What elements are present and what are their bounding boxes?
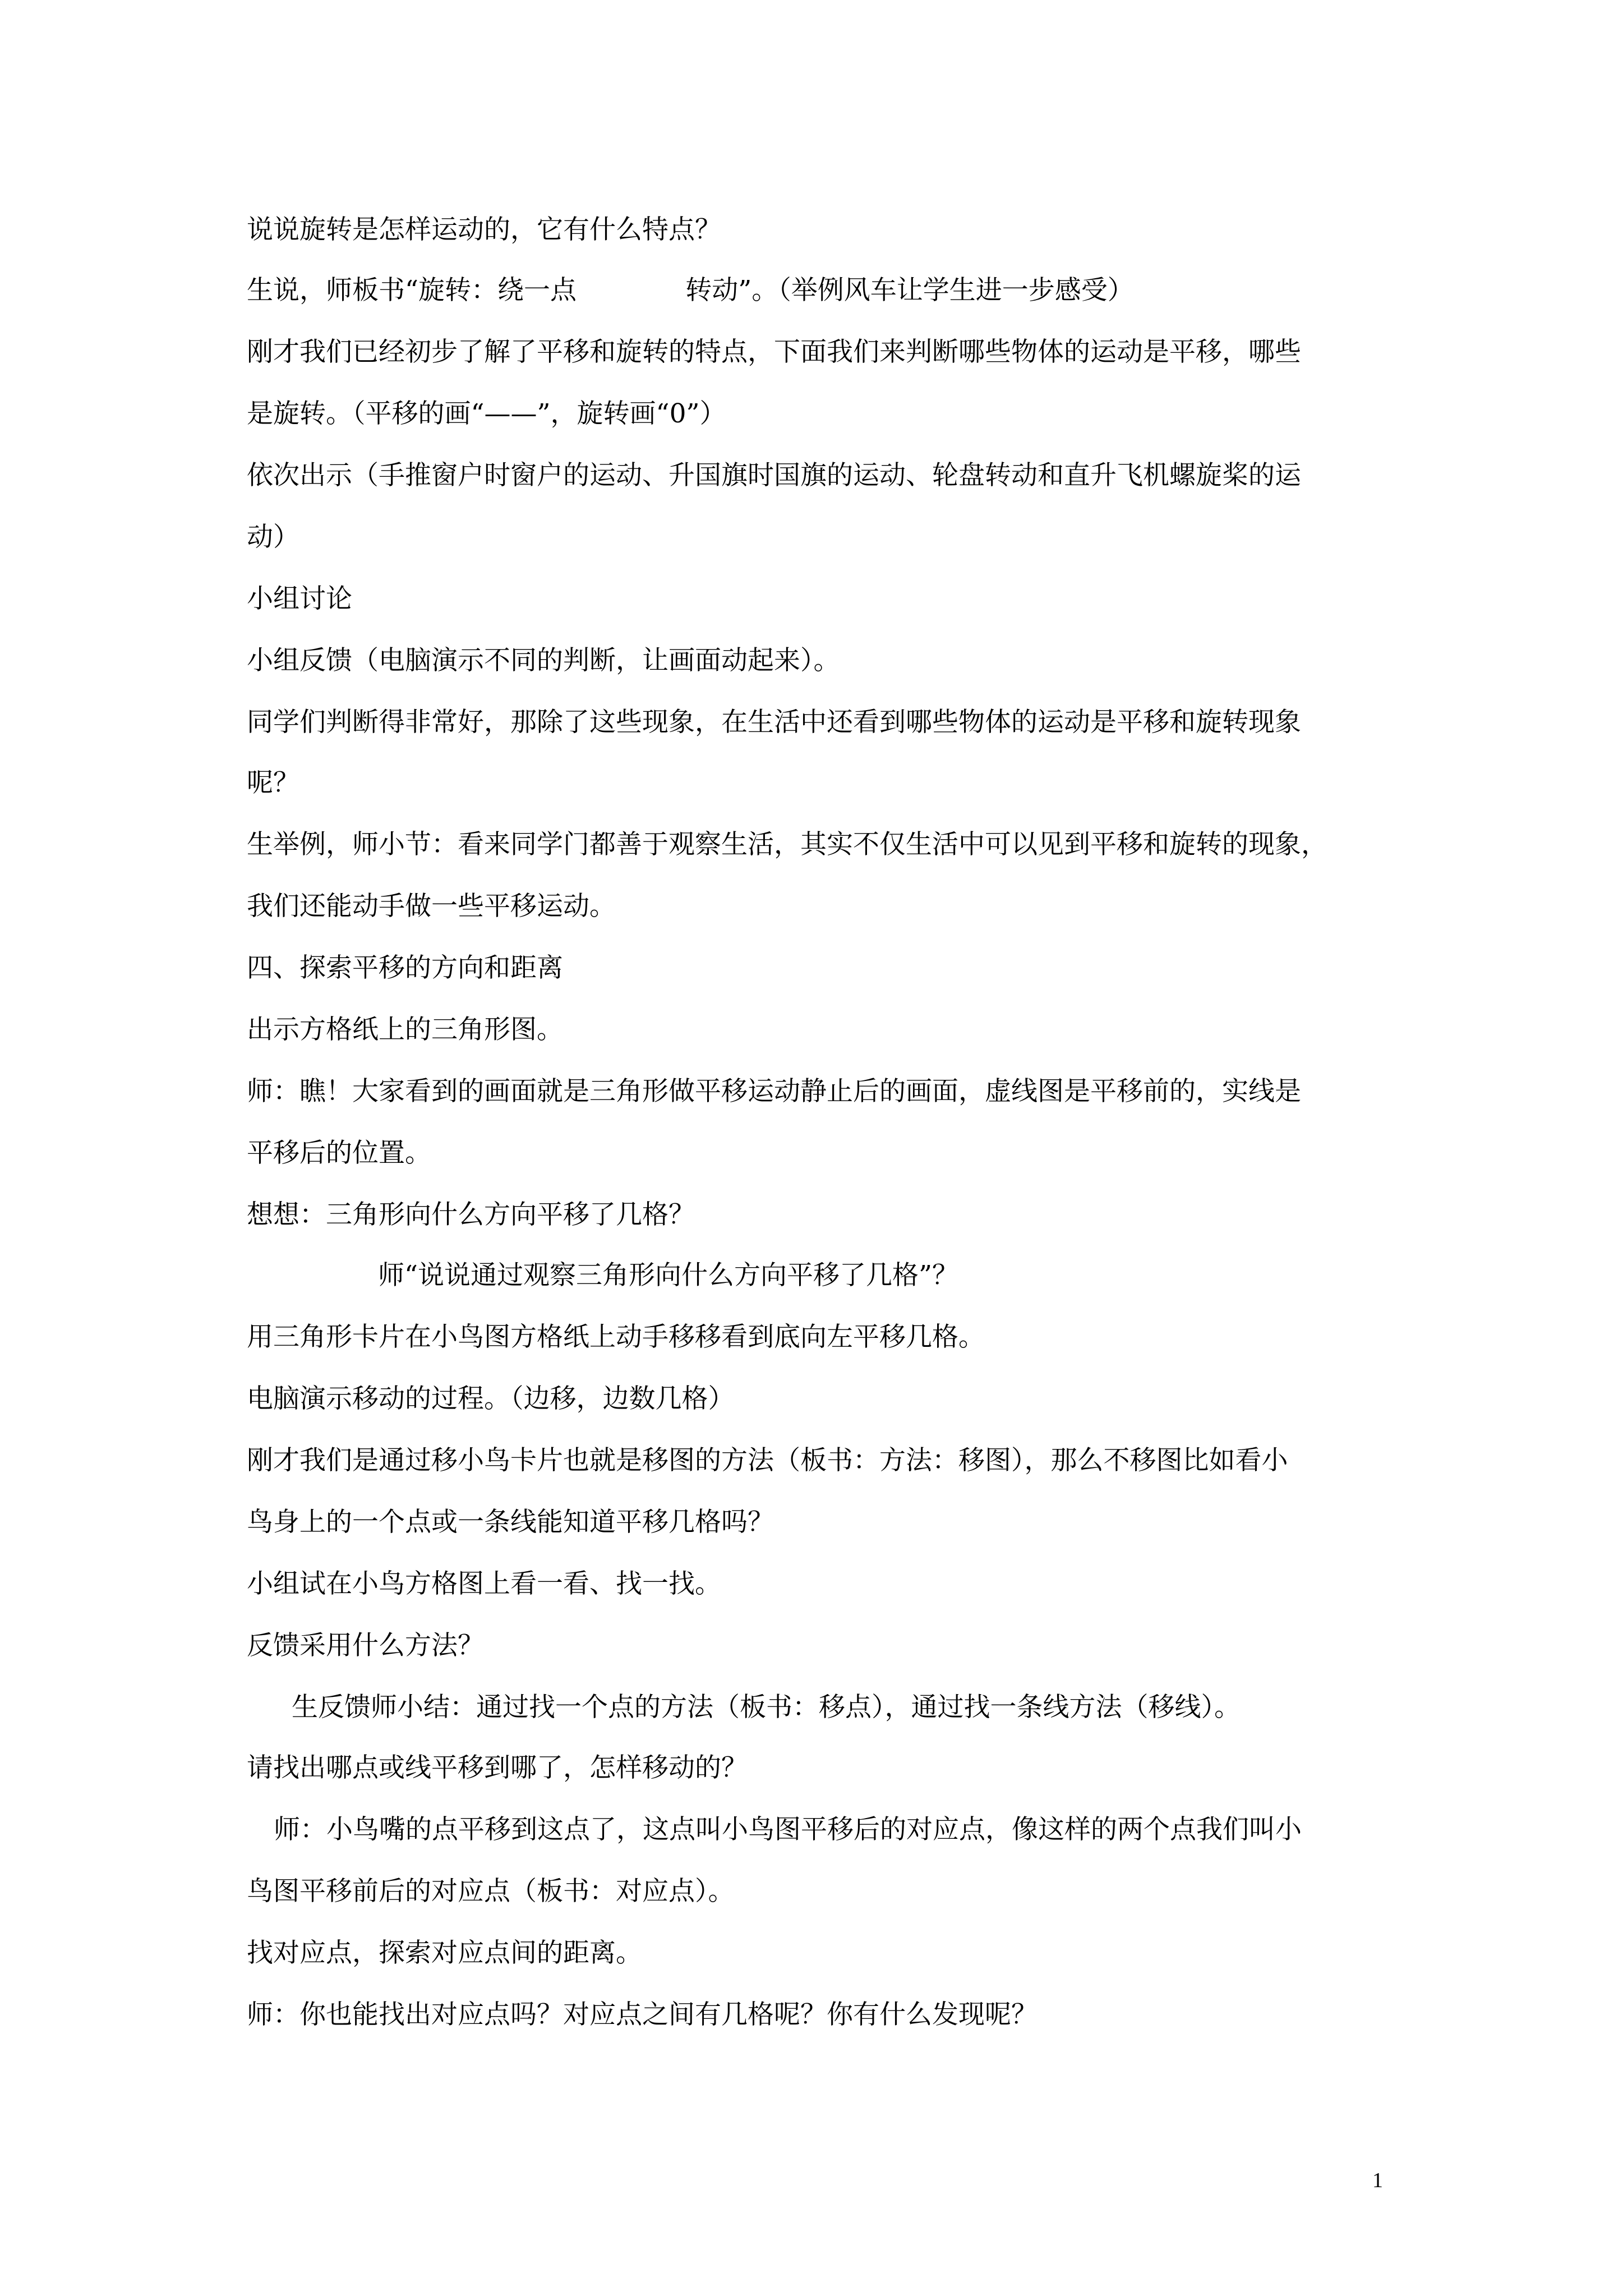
text-line: 请找出哪点或线平移到哪了，怎样移动的？ bbox=[247, 1752, 748, 1783]
text-line: 师：你也能找出对应点吗？对应点之间有几格呢？你有什么发现呢？ bbox=[247, 1999, 1038, 2030]
text-line: 说说旋转是怎样运动的，它有什么特点？ bbox=[247, 214, 721, 245]
text-line: 小组讨论 bbox=[247, 583, 352, 614]
text-line: 刚才我们是通过移小鸟卡片也就是移图的方法（板书：方法：移图），那么不移图比如看小 bbox=[247, 1445, 1288, 1476]
text-line: 呢？ bbox=[247, 767, 299, 798]
text-line: 鸟图平移前后的对应点（板书：对应点）。 bbox=[247, 1876, 735, 1907]
text-line: 师“说说通过观察三角形向什么方向平移了几格”？ bbox=[378, 1260, 959, 1291]
text-line: 生举例，师小节：看来同学门都善于观察生活，其实不仅生活中可以见到平移和旋转的现象， bbox=[247, 829, 1327, 860]
text-line: 找对应点，探索对应点间的距离。 bbox=[247, 1938, 642, 1968]
text-line: 用三角形卡片在小鸟图方格纸上动手移移看到底向左平移几格。 bbox=[247, 1322, 985, 1352]
text-line: 生反馈师小结：通过找一个点的方法（板书：移点），通过找一条线方法（移线）。 bbox=[292, 1692, 1241, 1723]
text-line: 小组反馈（电脑演示不同的判断，让画面动起来）。 bbox=[247, 645, 840, 676]
text-line: 同学们判断得非常好，那除了这些现象，在生活中还看到哪些物体的运动是平移和旋转现象 bbox=[247, 707, 1301, 738]
text-line: 出示方格纸上的三角形图。 bbox=[247, 1014, 563, 1045]
page-number: 1 bbox=[1372, 2169, 1383, 2192]
text-line: 依次出示（手推窗户时窗户的运动、升国旗时国旗的运动、轮盘转动和直升飞机螺旋桨的运 bbox=[247, 460, 1301, 491]
text-line: 师：小鸟嘴的点平移到这点了，这点叫小鸟图平移后的对应点，像这样的两个点我们叫小 bbox=[274, 1814, 1302, 1845]
text-line: 小组试在小鸟方格图上看一看、找一找。 bbox=[247, 1568, 721, 1599]
text-line: 我们还能动手做一些平移运动。 bbox=[247, 891, 616, 922]
text-line: 是旋转。（平移的画“——”，旋转画“0”） bbox=[247, 398, 726, 429]
text-line: 想想：三角形向什么方向平移了几格？ bbox=[247, 1199, 695, 1230]
text-line: 鸟身上的一个点或一条线能知道平移几格吗？ bbox=[247, 1507, 774, 1538]
text-line: 电脑演示移动的过程。（边移，边数几格） bbox=[247, 1383, 735, 1414]
section-heading: 四、探索平移的方向和距离 bbox=[247, 953, 563, 983]
text-line: 生说，师板书“旋转：绕一点 转动”。（举例风车让学生进一步感受） bbox=[247, 275, 1134, 306]
text-line: 刚才我们已经初步了解了平移和旋转的特点，下面我们来判断哪些物体的运动是平移，哪些 bbox=[247, 337, 1301, 367]
text-line: 动） bbox=[247, 522, 299, 553]
text-line: 平移后的位置。 bbox=[247, 1138, 431, 1168]
text-line: 师：瞧！大家看到的画面就是三角形做平移运动静止后的画面，虚线图是平移前的，实线是 bbox=[247, 1076, 1301, 1107]
text-line: 反馈采用什么方法？ bbox=[247, 1630, 484, 1661]
